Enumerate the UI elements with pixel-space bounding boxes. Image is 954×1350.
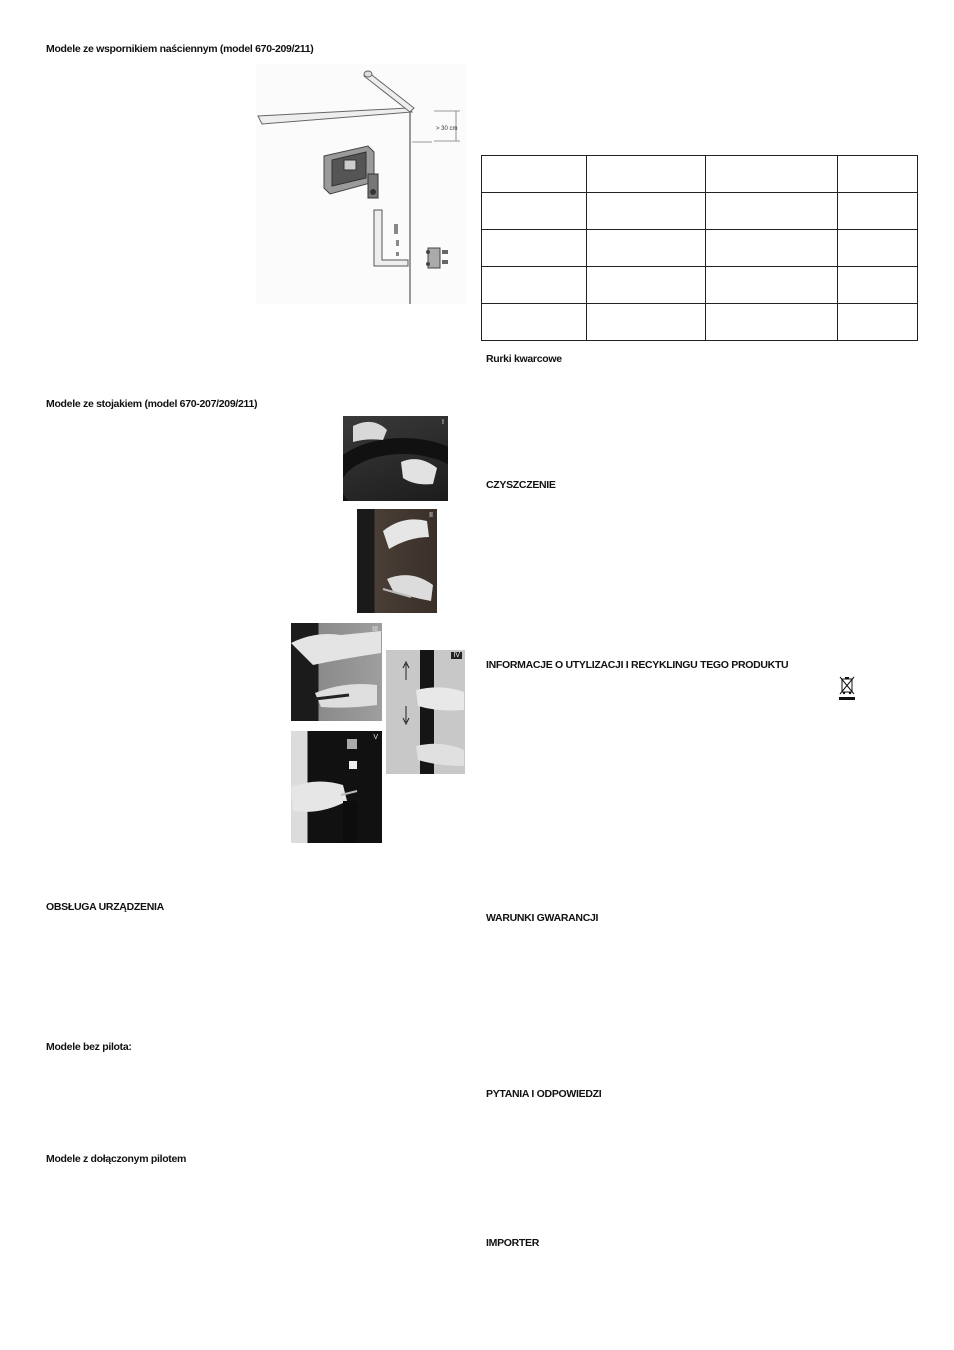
heading-device-operation: OBSŁUGA URZĄDZENIA — [46, 901, 164, 913]
table-row — [482, 230, 918, 267]
table-cell — [837, 156, 917, 193]
table-cell — [587, 156, 706, 193]
step-2-illustration — [357, 509, 437, 613]
table-row — [482, 304, 918, 341]
table-cell — [706, 156, 837, 193]
table-cell — [706, 230, 837, 267]
assembly-photo-step-1 — [343, 416, 448, 501]
table-cell — [482, 230, 587, 267]
specifications-table-body — [482, 156, 918, 341]
heading-models-without-remote: Modele bez pilota: — [46, 1041, 132, 1053]
assembly-photo-step-4 — [386, 650, 465, 774]
wall-distance-label: > 30 cm — [436, 126, 458, 132]
heading-quartz-tubes: Rurki kwarcowe — [486, 353, 562, 365]
assembly-photo-step-3 — [291, 623, 382, 721]
weee-crossed-bin-icon — [838, 675, 856, 701]
table-cell — [837, 193, 917, 230]
heading-warranty: WARUNKI GWARANCJI — [486, 912, 599, 924]
table-cell — [482, 156, 587, 193]
table-cell — [482, 304, 587, 341]
step-4-illustration — [386, 650, 465, 774]
heading-importer: IMPORTER — [486, 1237, 540, 1249]
wall-bracket-drawing — [256, 64, 466, 304]
step-3-label: III — [372, 626, 378, 633]
table-cell — [837, 230, 917, 267]
specifications-table — [481, 155, 918, 341]
heading-faq: PYTANIA I ODPOWIEDZI — [486, 1088, 602, 1100]
step-1-label: I — [442, 419, 444, 426]
table-cell — [706, 304, 837, 341]
heading-models-with-remote: Modele z dołączonym pilotem — [46, 1153, 187, 1165]
table-cell — [587, 193, 706, 230]
table-row — [482, 193, 918, 230]
heading-cleaning: CZYSZCZENIE — [486, 479, 556, 491]
table-cell — [587, 230, 706, 267]
table-cell — [706, 267, 837, 304]
step-5-label: V — [373, 734, 378, 741]
table-row — [482, 267, 918, 304]
step-3-illustration — [291, 623, 382, 721]
heading-disposal-recycling: INFORMACJE O UTYLIZACJI I RECYKLINGU TEGO PRODUKTU — [486, 659, 789, 671]
step-4-label: IV — [453, 652, 460, 659]
step-5-illustration — [291, 731, 382, 843]
heading-stand-models: Modele ze stojakiem (model 670-207/209/211) — [46, 398, 258, 410]
assembly-photo-step-5 — [291, 731, 382, 843]
table-cell — [837, 304, 917, 341]
assembly-photo-step-2 — [357, 509, 437, 613]
table-cell — [482, 193, 587, 230]
table-row — [482, 156, 918, 193]
wall-bracket-diagram — [256, 64, 466, 304]
table-cell — [587, 267, 706, 304]
weee-bin-drawing — [838, 675, 856, 701]
table-cell — [706, 193, 837, 230]
step-1-illustration — [343, 416, 448, 501]
table-cell — [587, 304, 706, 341]
heading-wall-bracket-models: Modele ze wspornikiem naściennym (model 670-209/211) — [46, 43, 314, 55]
table-cell — [837, 267, 917, 304]
table-cell — [482, 267, 587, 304]
step-2-label: II — [429, 512, 433, 519]
